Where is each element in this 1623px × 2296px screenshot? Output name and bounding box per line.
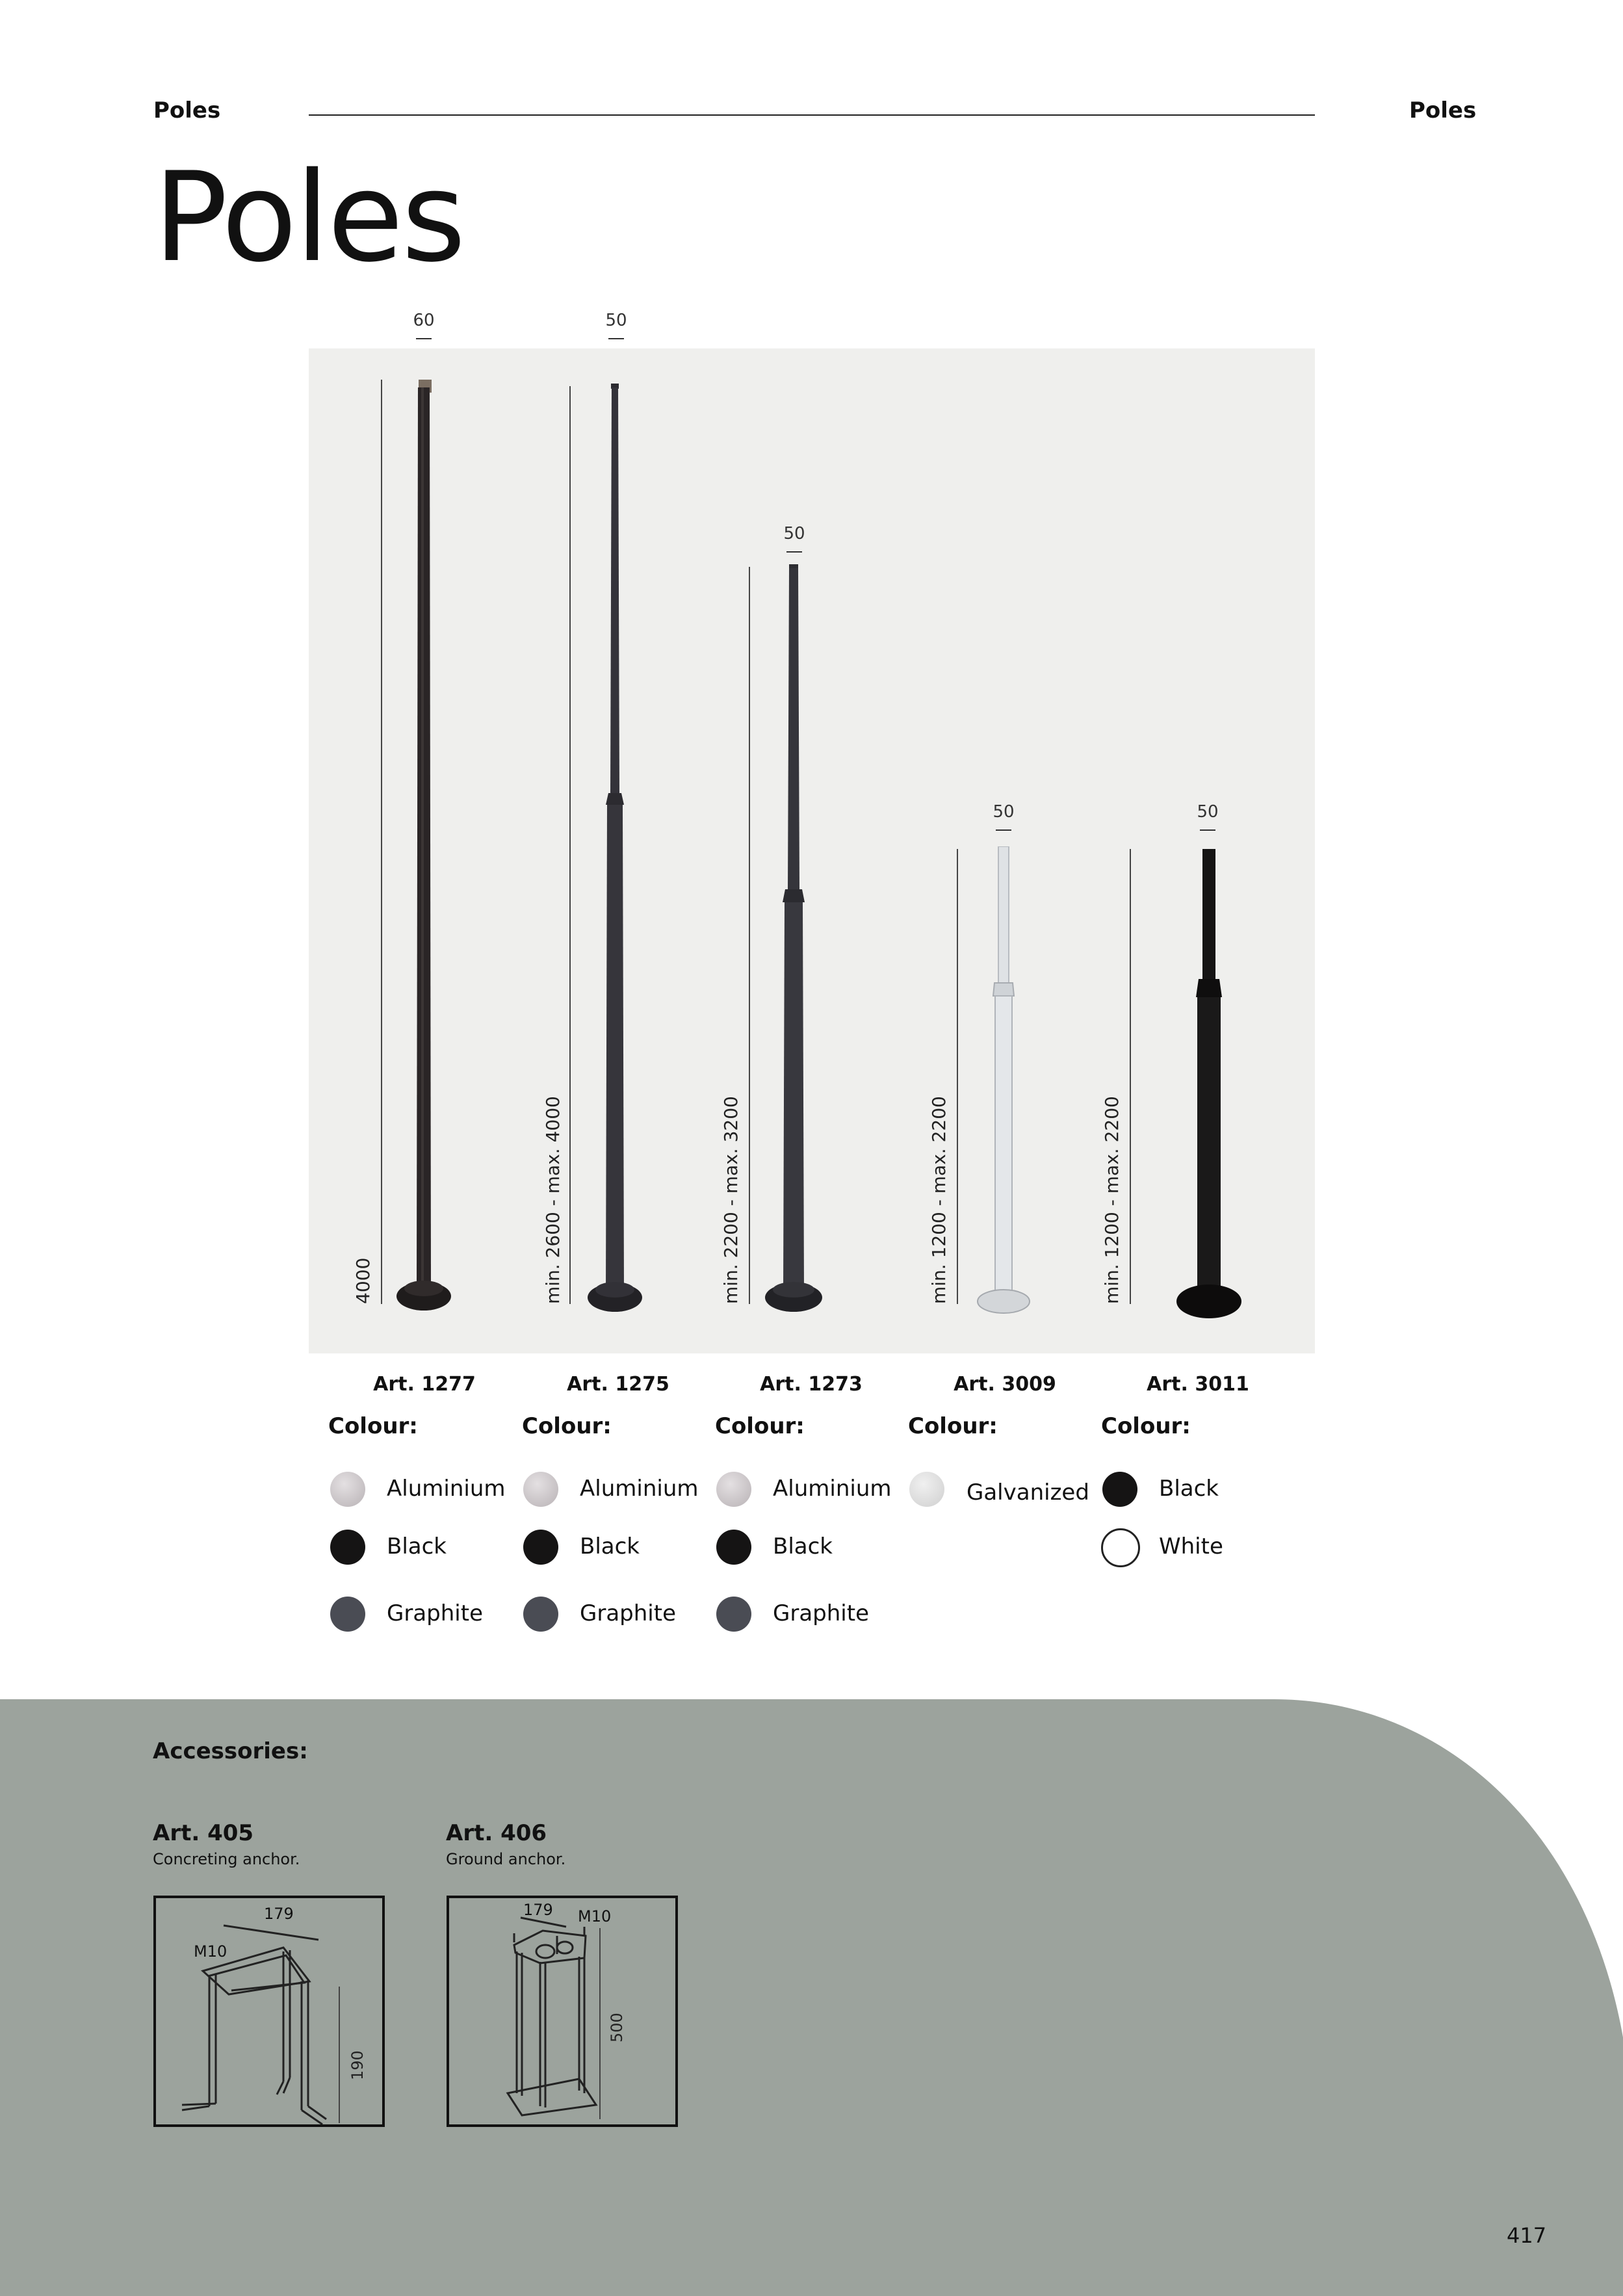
art-label-1275: Art. 1275 [567,1373,669,1396]
swatch-label: Graphite [773,1600,869,1626]
dim-thread-406: M10 [578,1907,612,1925]
pole-1277-top-diameter: 60 [413,311,435,330]
accessory-406-desc: Ground anchor. [446,1850,566,1868]
dim-thread-405: M10 [194,1942,227,1961]
swatch-label: Black [1159,1476,1219,1502]
accessory-405-desc: Concreting anchor. [153,1850,300,1868]
colour-heading: Colour: [522,1413,612,1439]
art-label-1277: Art. 1277 [373,1373,476,1396]
swatch-label: Graphite [580,1600,676,1626]
dim-height-405: 190 [348,2050,367,2080]
swatch-label: Aluminium [773,1476,892,1502]
pole-1275-image [582,384,650,1313]
art-label-3011: Art. 3011 [1147,1373,1249,1396]
swatch-label: Black [387,1533,447,1559]
dim-height-406: 500 [608,2013,626,2042]
pole-1275-height-label: min. 2600 - max. 4000 [542,1096,564,1304]
swatch-galvanized [909,1472,944,1507]
page-number: 417 [1507,2223,1547,2248]
swatch-black [330,1530,365,1565]
swatch-aluminium [523,1472,558,1507]
accessory-406-title: Art. 406 [446,1820,547,1846]
pole-1273-image [760,564,828,1316]
swatch-label: Graphite [387,1600,483,1626]
pole-3009-top-diameter: 50 [993,802,1015,822]
pole-3009-height-label: min. 1200 - max. 2200 [928,1096,950,1304]
pole-1275-height-line [569,386,571,1304]
accessory-406-drawing [447,1896,678,2127]
dim-width-405: 179 [264,1905,294,1923]
pole-3011-image [1174,849,1247,1324]
swatch-label: Black [580,1533,640,1559]
swatch-black [523,1530,558,1565]
accessory-405-drawing [153,1896,385,2127]
colour-heading: Colour: [908,1413,998,1439]
swatch-label: Aluminium [387,1476,506,1502]
swatch-graphite [523,1597,558,1632]
pole-3009-height-line [957,849,958,1304]
swatch-label: White [1159,1533,1223,1559]
swatch-graphite [716,1597,751,1632]
swatch-label: Aluminium [580,1476,699,1502]
swatch-white [1101,1528,1140,1567]
dim-tick [608,338,624,339]
running-header-right: Poles [1409,98,1477,124]
header-rule [309,114,1315,116]
dim-tick [996,829,1011,831]
colour-heading: Colour: [1101,1413,1191,1439]
dim-tick [416,338,432,339]
swatch-graphite [330,1597,365,1632]
swatch-aluminium [330,1472,365,1507]
pole-1273-height-line [749,567,750,1304]
pole-1273-top-diameter: 50 [783,524,805,543]
pole-1273-height-label: min. 2200 - max. 3200 [720,1096,742,1304]
swatch-label: Black [773,1533,833,1559]
colour-heading: Colour: [328,1413,418,1439]
dim-tick [1200,829,1215,831]
swatch-aluminium [716,1472,751,1507]
pole-1277-height-line [381,380,382,1304]
art-label-3009: Art. 3009 [954,1373,1056,1396]
colour-heading: Colour: [715,1413,805,1439]
page-title: Poles [153,146,464,289]
pole-1277-image [390,387,458,1313]
running-header-left: Poles [153,98,221,124]
pole-1275-top-diameter: 50 [605,311,627,330]
dim-tick [786,551,802,553]
pole-3009-image [970,846,1037,1317]
swatch-black [1102,1472,1137,1507]
pole-3011-top-diameter: 50 [1197,802,1219,822]
accessory-405-title: Art. 405 [153,1820,254,1846]
accessories-heading: Accessories: [153,1738,308,1764]
swatch-black [716,1530,751,1565]
dim-width-406: 179 [523,1901,553,1919]
art-label-1273: Art. 1273 [760,1373,863,1396]
pole-3011-height-line [1130,849,1131,1304]
pole-3011-height-label: min. 1200 - max. 2200 [1101,1096,1123,1304]
accessories-curve [1274,1699,1623,2296]
pole-1277-height-label: 4000 [352,1257,374,1304]
swatch-label: Galvanized [967,1480,1089,1506]
